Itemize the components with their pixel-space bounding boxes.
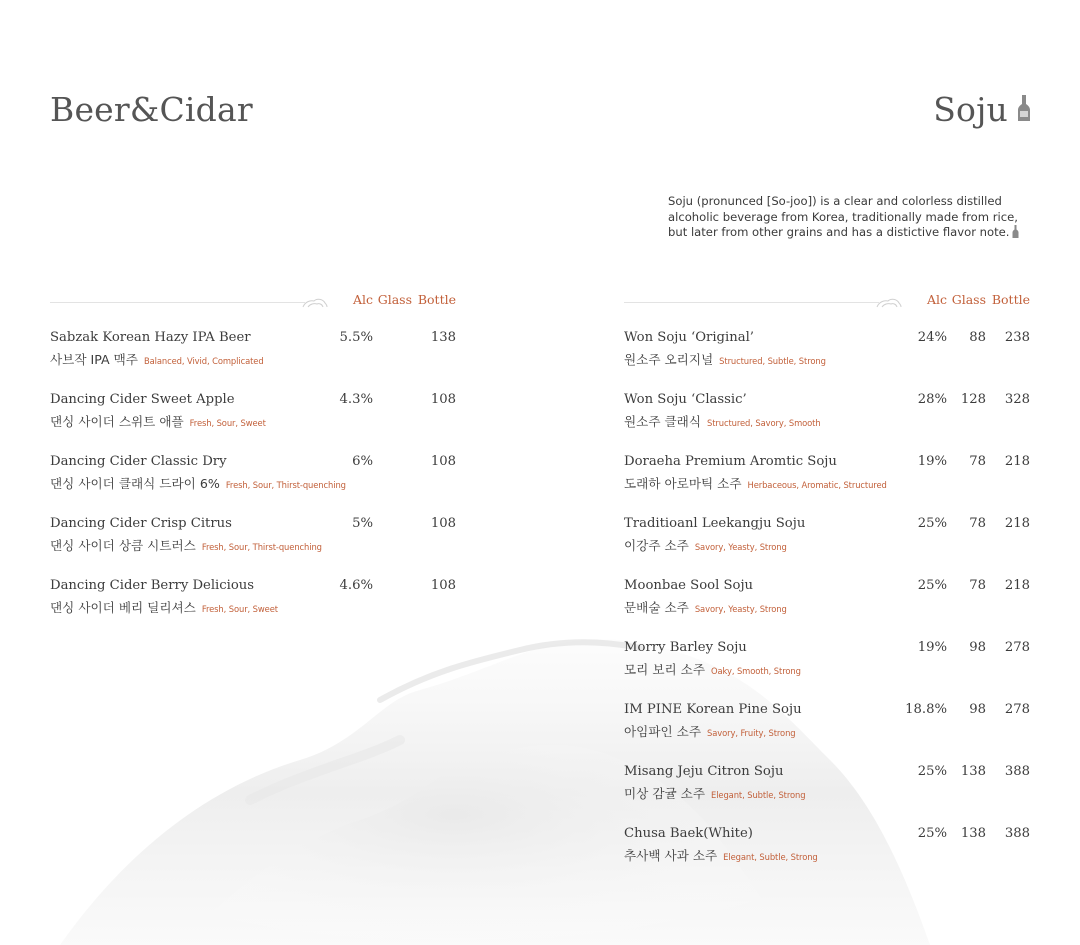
item-bottle-price: 138 — [430, 330, 456, 345]
item-tags: Balanced, Vivid, Complicated — [143, 356, 264, 366]
item-bottle-price: 278 — [1004, 640, 1030, 655]
item-name-en: Sabzak Korean Hazy IPA Beer — [50, 330, 251, 345]
item-alc: 5.5% — [339, 330, 373, 345]
item-alc: 25% — [917, 764, 947, 779]
item-bottle-price: 108 — [430, 516, 456, 531]
header-alc: Alc — [352, 292, 373, 307]
soju-bottle-icon — [1012, 225, 1019, 243]
item-tags: Fresh, Sour, Thirst-quenching — [201, 542, 322, 552]
item-bottle-price: 108 — [430, 392, 456, 407]
item-subline — [624, 349, 826, 368]
item-bottle-price: 238 — [1004, 330, 1030, 345]
menu-item — [50, 454, 456, 498]
item-subline — [624, 659, 801, 678]
item-subline — [624, 535, 787, 554]
column-header-row — [50, 290, 456, 310]
menu-item — [624, 764, 1030, 808]
divider — [50, 302, 305, 303]
soju-bottle-icon — [1018, 95, 1030, 125]
header-bottle: Bottle — [991, 292, 1030, 307]
item-bottle-price: 388 — [1004, 826, 1030, 841]
item-tags: Herbaceous, Aromatic, Structured — [747, 480, 887, 490]
item-subline — [50, 349, 264, 368]
item-glass-price: 78 — [969, 516, 986, 531]
menu-item — [50, 392, 456, 436]
item-tags: Structured, Savory, Smooth — [707, 418, 821, 428]
item-subline — [50, 535, 322, 554]
item-tags: Savory, Yeasty, Strong — [694, 542, 787, 552]
item-subline — [50, 473, 346, 492]
beer-cidar-list — [50, 290, 456, 615]
cloud-ornament-icon — [302, 293, 328, 312]
soju-intro-text: Soju (pronunced [So-joo]) is a clear and colorless distilled alcoholic beverage from Korea, traditionally made from rice, but later from other grains and has a distictive flavor note. — [668, 194, 1018, 240]
item-tags: Fresh, Sour, Sweet — [189, 418, 266, 428]
item-name-ko: 댄싱 사이더 상큼 시트러스 — [50, 538, 196, 553]
item-name-ko: 댄싱 사이더 클래식 드라이 6% — [50, 476, 220, 491]
item-subline — [624, 721, 796, 740]
item-name-ko: 아임파인 소주 — [624, 724, 701, 739]
item-alc: 19% — [917, 454, 947, 469]
soju-list — [624, 290, 1030, 863]
item-tags: Structured, Subtle, Strong — [719, 356, 826, 366]
beer-cidar-title: Beer&Cidar — [50, 90, 253, 129]
item-name-en: Morry Barley Soju — [624, 640, 747, 655]
cloud-ornament-icon — [876, 293, 902, 312]
item-glass-price: 98 — [969, 640, 986, 655]
item-tags: Savory, Fruity, Strong — [707, 728, 796, 738]
item-name-ko: 댄싱 사이더 스위트 애플 — [50, 414, 184, 429]
item-subline — [624, 597, 787, 616]
menu-item — [624, 826, 1030, 870]
item-name-ko: 원소주 오리지널 — [624, 352, 714, 367]
item-glass-price: 138 — [960, 764, 986, 779]
item-tags: Fresh, Sour, Thirst-quenching — [225, 480, 346, 490]
item-glass-price: 128 — [960, 392, 986, 407]
item-name-ko: 미상 감귤 소주 — [624, 786, 705, 801]
menu-item — [624, 392, 1030, 436]
item-bottle-price: 108 — [430, 578, 456, 593]
header-glass: Glass — [377, 292, 412, 307]
item-bottle-price: 218 — [1004, 578, 1030, 593]
item-bottle-price: 388 — [1004, 764, 1030, 779]
menu-item — [50, 516, 456, 560]
item-subline — [50, 411, 266, 430]
item-alc: 24% — [917, 330, 947, 345]
item-alc: 5% — [352, 516, 373, 531]
item-name-en: Dancing Cider Sweet Apple — [50, 392, 235, 407]
menu-item — [624, 516, 1030, 560]
item-glass-price: 78 — [969, 578, 986, 593]
menu-item — [624, 702, 1030, 746]
item-name-ko: 원소주 클래식 — [624, 414, 701, 429]
item-subline — [624, 411, 821, 430]
item-tags: Oaky, Smooth, Strong — [711, 666, 801, 676]
item-tags: Elegant, Subtle, Strong — [711, 790, 806, 800]
item-name-en: IM PINE Korean Pine Soju — [624, 702, 802, 717]
item-bottle-price: 108 — [430, 454, 456, 469]
item-bottle-price: 218 — [1004, 454, 1030, 469]
item-name-en: Won Soju ‘Classic’ — [624, 392, 747, 407]
item-name-ko: 문배술 소주 — [624, 600, 689, 615]
column-header-row — [624, 290, 1030, 310]
item-name-en: Dancing Cider Berry Delicious — [50, 578, 255, 593]
soju-header — [933, 90, 1030, 129]
item-glass-price: 78 — [969, 454, 986, 469]
item-alc: 18.8% — [905, 702, 947, 717]
item-alc: 25% — [917, 578, 947, 593]
item-bottle-price: 218 — [1004, 516, 1030, 531]
item-subline — [624, 783, 805, 802]
item-subline — [50, 597, 278, 616]
item-name-en: Misang Jeju Citron Soju — [624, 764, 784, 779]
item-name-ko: 사브작 IPA 맥주 — [50, 352, 138, 367]
header-glass: Glass — [951, 292, 986, 307]
item-name-en: Dancing Cider Crisp Citrus — [50, 516, 232, 531]
item-name-ko: 도래하 아로마틱 소주 — [624, 476, 742, 491]
item-alc: 4.3% — [339, 392, 373, 407]
menu-item — [624, 330, 1030, 374]
item-name-en: Won Soju ‘Original’ — [624, 330, 754, 345]
soju-title: Soju — [933, 90, 1008, 129]
item-name-en: Traditioanl Leekangju Soju — [624, 516, 806, 531]
item-glass-price: 98 — [969, 702, 986, 717]
soju-intro — [668, 194, 1038, 243]
item-tags: Elegant, Subtle, Strong — [723, 852, 818, 862]
menu-item — [50, 330, 456, 374]
item-glass-price: 88 — [969, 330, 986, 345]
header-bottle: Bottle — [417, 292, 456, 307]
item-name-ko: 추사백 사과 소주 — [624, 848, 718, 863]
item-bottle-price: 278 — [1004, 702, 1030, 717]
divider — [624, 302, 879, 303]
item-name-en: Chusa Baek(White) — [624, 826, 753, 841]
item-alc: 4.6% — [339, 578, 373, 593]
item-bottle-price: 328 — [1004, 392, 1030, 407]
item-alc: 28% — [917, 392, 947, 407]
item-alc: 25% — [917, 516, 947, 531]
item-tags: Savory, Yeasty, Strong — [694, 604, 787, 614]
item-name-ko: 이강주 소주 — [624, 538, 689, 553]
menu-item — [624, 454, 1030, 498]
item-subline — [624, 845, 818, 864]
item-alc: 25% — [917, 826, 947, 841]
item-name-en: Dancing Cider Classic Dry — [50, 454, 227, 469]
menu-item — [50, 578, 456, 622]
header-alc: Alc — [926, 292, 947, 307]
item-tags: Fresh, Sour, Sweet — [201, 604, 278, 614]
item-name-en: Doraeha Premium Aromtic Soju — [624, 454, 837, 469]
item-alc: 6% — [352, 454, 373, 469]
item-subline — [624, 473, 887, 492]
item-glass-price: 138 — [960, 826, 986, 841]
menu-item — [624, 578, 1030, 622]
item-alc: 19% — [917, 640, 947, 655]
item-name-ko: 모리 보리 소주 — [624, 662, 705, 677]
menu-item — [624, 640, 1030, 684]
item-name-ko: 댄싱 사이더 베리 딜리셔스 — [50, 600, 196, 615]
item-name-en: Moonbae Sool Soju — [624, 578, 754, 593]
